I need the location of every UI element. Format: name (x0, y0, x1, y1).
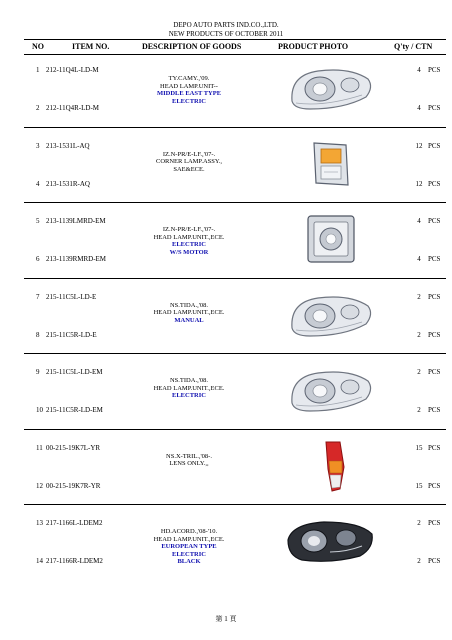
row-no: 14 (36, 557, 43, 565)
qty-unit: PCS (428, 330, 441, 339)
description-line: HEAD LAMP.UNIT.,ECE. (153, 233, 225, 241)
qty-value: 4 (417, 217, 421, 225)
description-line: NS.TIDA.,'08. (169, 301, 208, 309)
qty-unit: PCS (428, 255, 441, 263)
row-no: 1 (36, 66, 40, 74)
col-description: DESCRIPTION OF GOODS (142, 42, 242, 51)
qty-value: 4 (417, 104, 421, 112)
qty-value: 2 (417, 557, 421, 565)
qty-value: 12 (415, 179, 423, 188)
column-header-row (24, 39, 446, 55)
item-no: 215-11C5R-LD-EM (46, 406, 103, 414)
description-highlight: EUROPEAN TYPE (161, 543, 217, 551)
description-line: CORNER LAMP.ASSY., (156, 158, 222, 166)
qty-value: 15 (415, 481, 423, 490)
item-no: 213-1531R-AQ (46, 179, 90, 188)
qty-value: 2 (417, 519, 421, 527)
group-separator (24, 504, 446, 505)
description-highlight: ELECTRIC (172, 241, 206, 249)
qty-value: 2 (417, 330, 421, 339)
row-no: 10 (36, 406, 43, 414)
col-item-no: ITEM NO. (72, 42, 110, 51)
item-no: 212-11Q4L-LD-M (46, 66, 99, 74)
col-qty-ctn: Q'ty / CTN (394, 42, 433, 51)
col-product-photo: PRODUCT PHOTO (278, 42, 349, 51)
description-line: HEAD LAMP.UNIT.,ECE. (153, 535, 225, 543)
group-separator (24, 353, 446, 354)
description-line: TY.CAMY.,'09. (168, 75, 210, 82)
item-no: 213-1139RMRD-EM (46, 255, 107, 263)
qty-value: 12 (415, 141, 423, 150)
item-no: 217-1166R-LDEM2 (46, 557, 103, 565)
row-no: 13 (36, 519, 43, 527)
row-no: 4 (36, 179, 40, 188)
description-highlight: BLACK (177, 558, 201, 566)
corner-lamp-icon (274, 137, 384, 191)
goods-description (124, 377, 254, 400)
description-line: HD.ACORD.,'08-'10. (160, 528, 218, 535)
qty-value: 4 (417, 255, 421, 263)
group-separator (24, 278, 446, 279)
product-group (24, 209, 446, 269)
qty-unit: PCS (428, 443, 441, 452)
page-number: 第 1 頁 (215, 615, 237, 623)
description-highlight: ELECTRIC (172, 392, 206, 400)
item-no: 00-215-19K7L-YR (46, 443, 101, 452)
product-group (24, 285, 446, 345)
qty-value: 4 (417, 66, 421, 74)
headlamp-icon (274, 61, 384, 115)
description-line: LENS ONLY.,, (169, 460, 209, 468)
qty-unit: PCS (428, 519, 441, 527)
qty-unit: PCS (428, 481, 441, 490)
headlamp-icon (274, 363, 384, 417)
square-headlamp-icon (274, 212, 384, 266)
item-no: 213-1139LMRD-EM (46, 217, 106, 225)
product-group (24, 436, 446, 496)
qty-unit: PCS (428, 557, 441, 565)
qty-value: 15 (415, 443, 423, 452)
goods-description (124, 75, 254, 105)
qty-unit: PCS (428, 406, 441, 414)
goods-description (124, 528, 254, 566)
group-separator (24, 127, 446, 128)
description-highlight: W/S MOTOR (169, 248, 209, 256)
description-line: NS.TIDA.,'08. (169, 377, 208, 384)
product-group (24, 58, 446, 118)
qty-unit: PCS (428, 217, 441, 225)
description-line: HEAD LAMP.UNIT.,ECE. (153, 309, 225, 317)
qty-unit: PCS (428, 368, 441, 376)
description-line: IZ.N-PR/E-LF.,'07-. (162, 150, 216, 158)
product-group (24, 134, 446, 194)
row-no: 11 (36, 443, 43, 452)
goods-description (124, 302, 254, 325)
qty-unit: PCS (428, 66, 441, 74)
qty-value: 2 (417, 368, 421, 376)
item-no: 00-215-19K7R-YR (46, 481, 101, 490)
qty-value: 2 (417, 292, 421, 301)
row-no: 5 (36, 217, 40, 225)
item-no: 213-1531L-AQ (46, 141, 90, 150)
tail-lamp-lens-icon (274, 439, 384, 493)
product-group (24, 360, 446, 420)
row-no: 3 (36, 141, 40, 150)
item-no: 215-11C5L-LD-EM (46, 368, 103, 376)
description-highlight: MANUAL (174, 316, 204, 324)
document-subtitle: NEW PRODUCTS OF OCTOBER 2011 (168, 30, 284, 38)
description-line: NS.X-TRIL.,'08-. (166, 452, 212, 460)
company-name: DEPO AUTO PARTS IND.CO.,LTD. (173, 21, 279, 29)
description-line: HEAD LAMP.UNIT-- (160, 82, 218, 90)
goods-description (124, 453, 254, 468)
col-no: NO (32, 42, 44, 51)
description-highlight: ELECTRIC (172, 97, 206, 105)
description-highlight: MIDDLE EAST TYPE (156, 90, 222, 98)
goods-description (124, 226, 254, 256)
row-no: 2 (36, 104, 40, 112)
row-no: 7 (36, 292, 40, 301)
row-no: 8 (36, 330, 40, 339)
item-no: 215-11C5L-LD-E (46, 292, 97, 301)
qty-unit: PCS (428, 292, 441, 301)
headlamp-icon (274, 288, 384, 342)
goods-description (124, 151, 254, 174)
description-line: HEAD LAMP.UNIT.,ECE. (153, 384, 225, 392)
description-line: IZ.N-PR/E-LF.,'07-. (162, 226, 216, 233)
description-highlight: ELECTRIC (172, 550, 206, 558)
item-no: 217-1166L-LDEM2 (46, 519, 103, 527)
item-no: 212-11Q4R-LD-M (46, 104, 100, 112)
row-no: 12 (36, 481, 43, 490)
product-group (24, 511, 446, 571)
black-headlamp-icon (274, 514, 384, 568)
row-no: 9 (36, 368, 40, 376)
qty-unit: PCS (428, 104, 441, 112)
qty-unit: PCS (428, 179, 441, 188)
row-no: 6 (36, 255, 40, 263)
qty-value: 2 (417, 406, 421, 414)
group-separator (24, 429, 446, 430)
group-separator (24, 202, 446, 203)
qty-unit: PCS (428, 141, 441, 150)
description-line: SAE&ECE. (173, 165, 205, 173)
item-no: 215-11C5R-LD-E (46, 330, 97, 339)
